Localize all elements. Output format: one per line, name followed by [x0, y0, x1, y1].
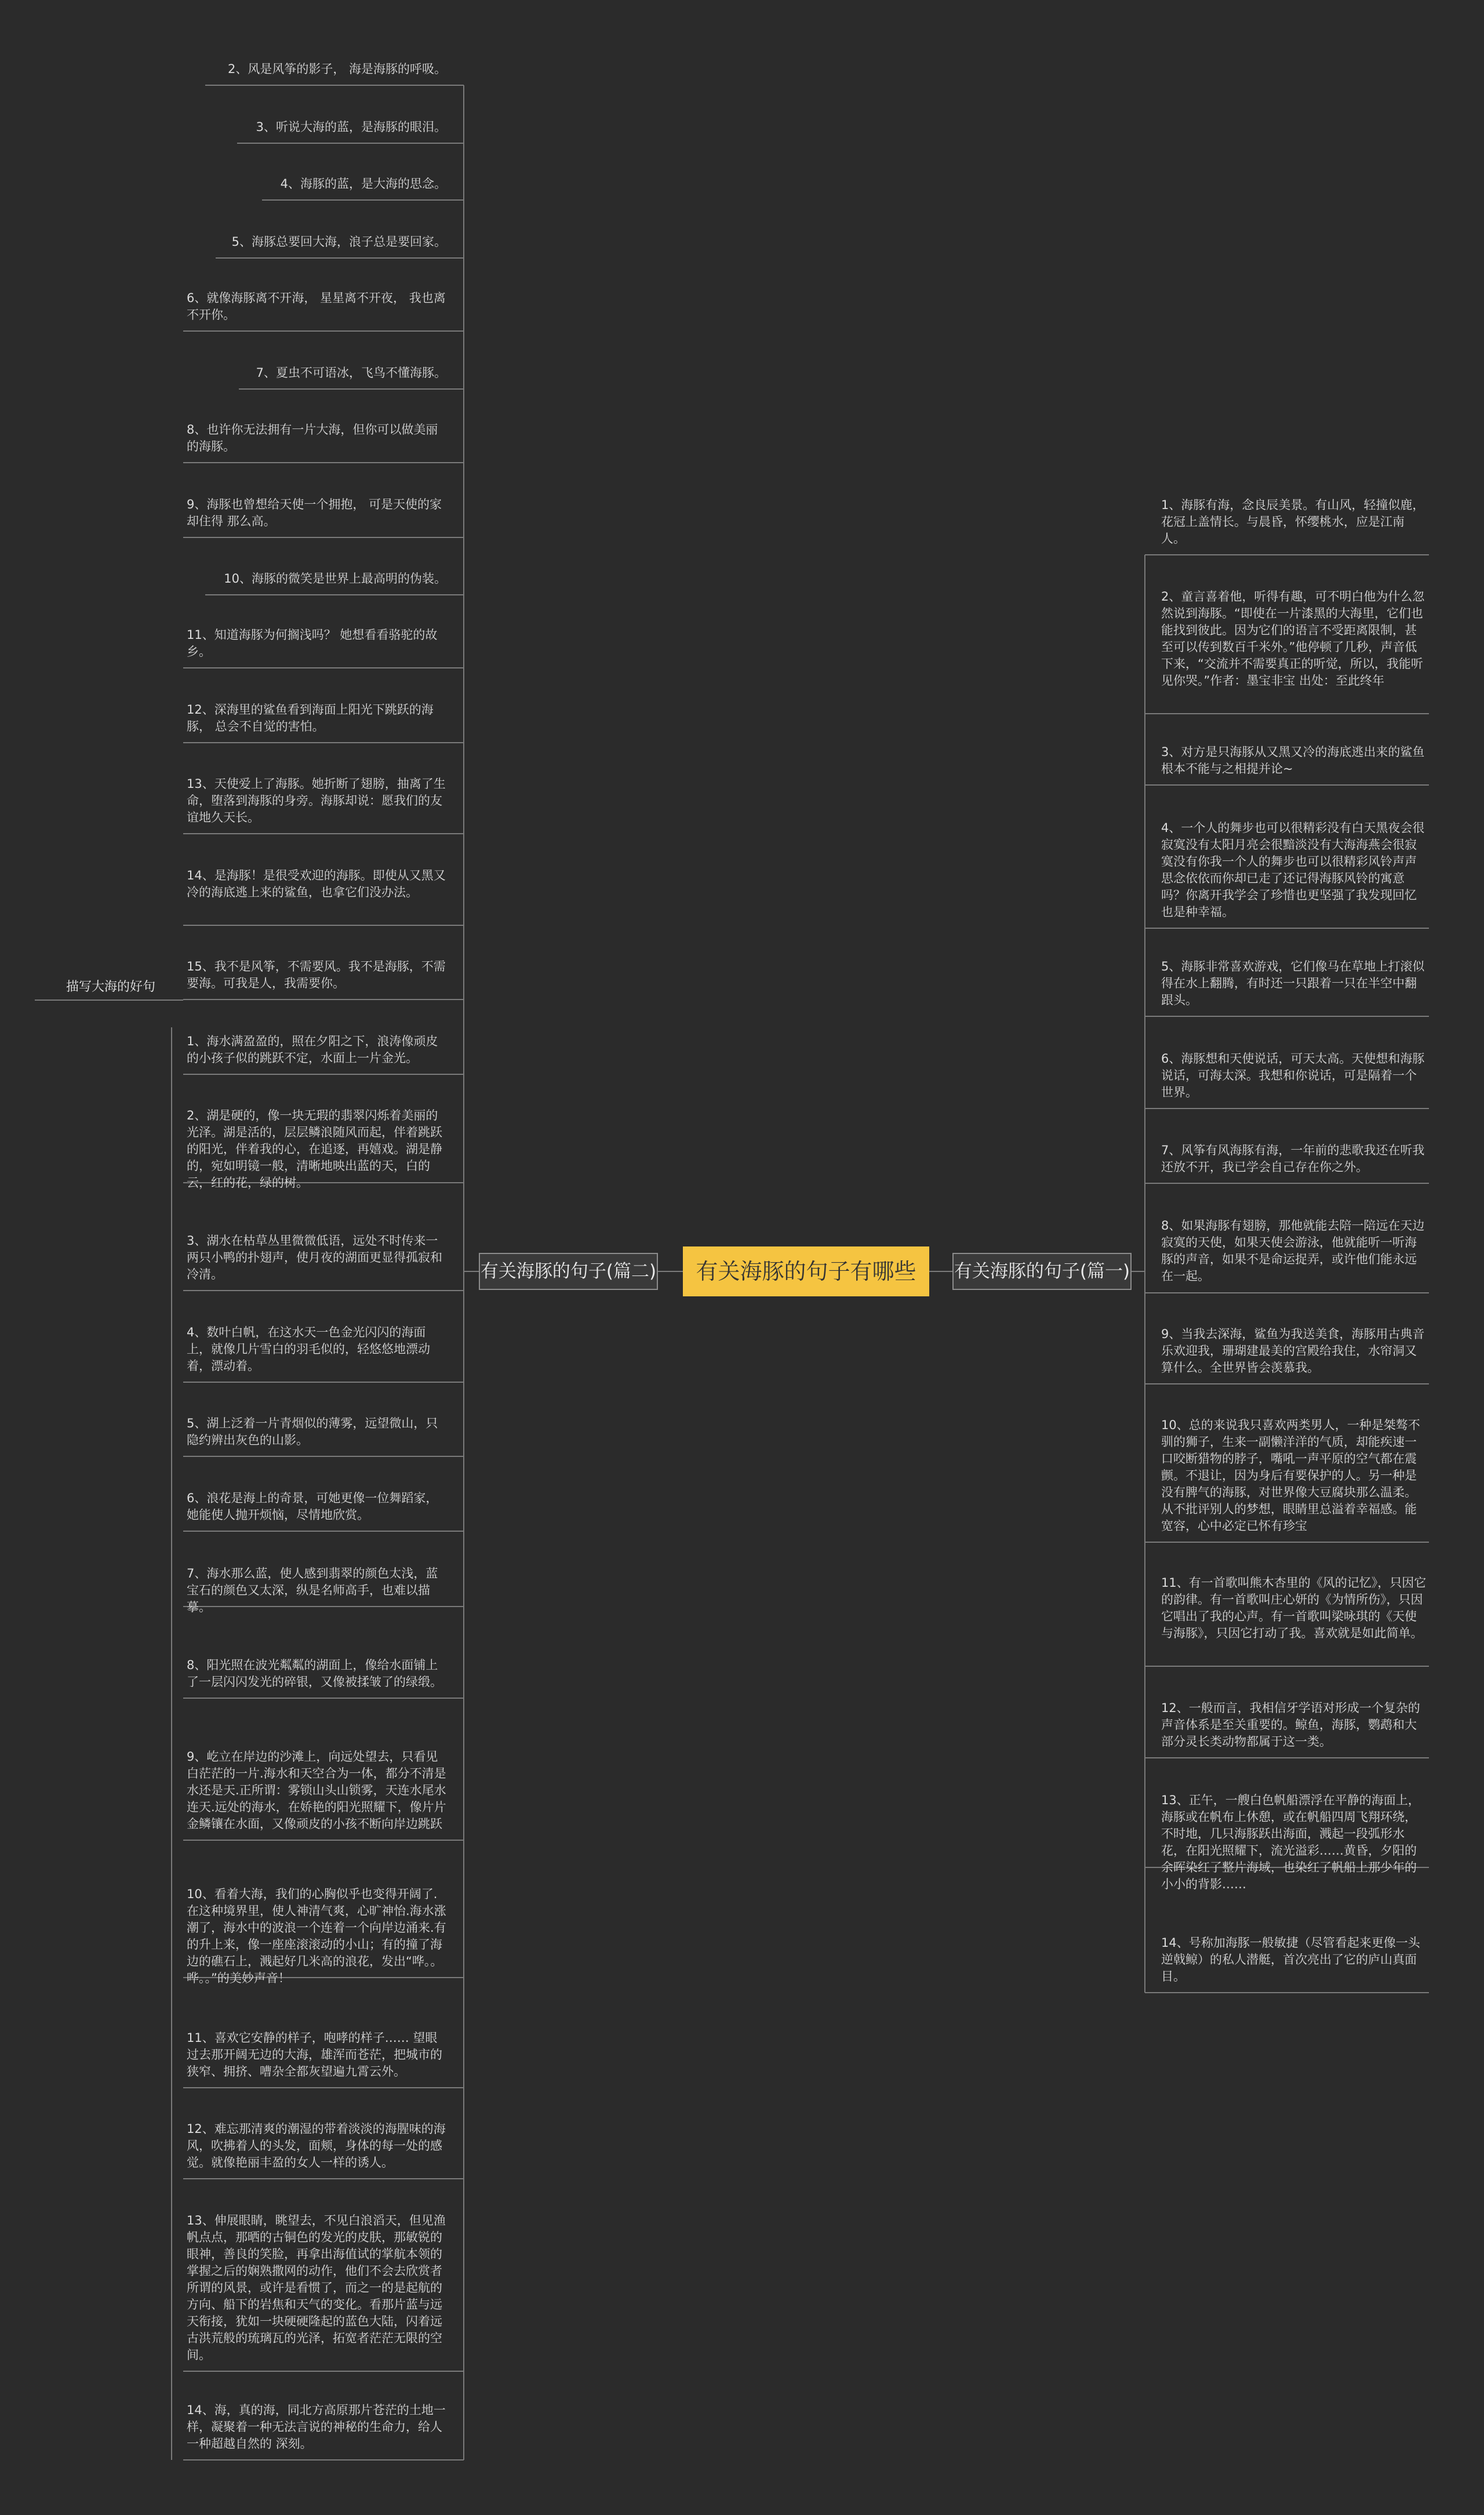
branch-node-right[interactable]: 有关海豚的句子(篇一): [952, 1253, 1132, 1290]
left-leaf-10: 11、知道海豚为何搁浅吗？ 她想看看骆驼的故乡。: [187, 628, 438, 659]
right-leaf-9: 9、当我去深海，鲨鱼为我送美食，海豚用古典音乐欢迎我，珊瑚建最美的宫殿给我住，水帘洞又算什么。全世界皆会羡慕我。: [1161, 1327, 1425, 1375]
sub-branch-describe-sea[interactable]: 描写大海的好句: [66, 980, 155, 994]
left-leaf-8: 9、海豚也曾想给天使一个拥抱， 可是天使的家却住得 那么高。: [187, 497, 442, 528]
sea-leaf-10: 10、看着大海，我们的心胸似乎也变得开阔了.在这种境界里，使人神清气爽，心旷神怡.海水涨潮了，海水中的波浪一个连着一个向岸边涌来.有的升上来，像一座座滚滚动的小山；有的撞了海边的礁石上，溅起好几米高的浪花，发出“哗。。哗。。”的美妙声音！: [187, 1887, 446, 1985]
right-leaf-11: 11、有一首歌叫熊木杏里的《风的记忆》，只因它的韵律。有一首歌叫庄心妍的《为情所伤》，只因它唱出了我的心声。有一首歌叫梁咏琪的《天使与海豚》，只因它打动了我。喜欢就是如此简单。: [1161, 1576, 1427, 1640]
sea-leaf-13: 13、伸展眼睛，眺望去，不见白浪滔天，但见渔帆点点，那晒的古铜色的发光的皮肤，那敏锐的眼神，善良的笑脸，再拿出海值试的掌航本领的掌握之后的娴熟撒网的动作，他们不会去欣赏者所谓的风景，或许是看惯了，而之一的是起航的方向、船下的岩焦和天气的变化。看那片蓝与远天衔接，犹如一块硬硬隆起的蓝色大陆，闪着远古洪荒般的琉璃瓦的光泽，拓宽者茫茫无限的空间。: [187, 2214, 446, 2362]
left-leaf-7: 8、也许你无法拥有一片大海，但你可以做美丽的海豚。: [187, 423, 438, 453]
right-leaf-5: 5、海豚非常喜欢游戏，它们像马在草地上打滚似得在水上翻腾，有时还一只跟着一只在半空中翻跟头。: [1161, 960, 1425, 1007]
sea-leaf-11: 11、喜欢它安静的样子，咆哮的样子…… 望眼过去那开阔无边的大海，雄浑而苍茫，把城市的狭窄、拥挤、嘈杂全都灰望遍九霄云外。: [187, 2031, 442, 2078]
sea-leaf-7: 7、海水那么蓝，使人感到翡翠的颜色太浅，蓝宝石的颜色又太深，纵是名师高手，也难以描摹。: [187, 1567, 438, 1614]
right-leaf-2: 2、童言喜着他，听得有趣，可不明白他为什么忽然说到海豚。“即使在一片漆黑的大海里，它们也能找到彼此。因为它们的语言不受距离限制，甚至可以传到数百千米外。”他停顿了几秒，声音低下来，“交流并不需要真正的听觉，所以，我能听见你哭。”作者：墨宝非宝 出处：至此终年: [1161, 590, 1425, 688]
left-leaf-2: 3、听说大海的蓝，是海豚的眼泪。: [256, 120, 446, 134]
right-leaf-1: 1、海豚有海，念良辰美景。有山风，轻撞似鹿，花冠上盖情长。与晨昏，怀缨桃水，应是江南人。: [1161, 498, 1425, 546]
left-leaf-14: 15、我不是风筝，不需要风。我不是海豚，不需要海。可我是人，我需要你。: [187, 960, 446, 990]
left-leaf-6: 7、夏虫不可语冰，飞鸟不懂海豚。: [256, 366, 446, 380]
right-leaf-3: 3、对方是只海豚从又黑又冷的海底逃出来的鲨鱼根本不能与之相提并论~: [1161, 745, 1425, 776]
right-leaf-13: 13、正午，一艘白色帆船漂浮在平静的海面上，海豚或在帆布上休憩，或在帆船四周飞翔环绕，不时地，几只海豚跃出海面，溅起一段弧形水花，在阳光照耀下，流光溢彩……黄昏，夕阳的余晖染红了整片海域，也染红了帆船上那少年的小小的背影……: [1161, 1793, 1420, 1891]
root-node[interactable]: 有关海豚的句子有哪些: [683, 1246, 929, 1296]
right-leaf-12: 12、一般而言，我相信牙学语对形成一个复杂的声音体系是至关重要的。鲸鱼，海豚，鹦鹉和大部分灵长类动物都属于这一类。: [1161, 1701, 1420, 1749]
left-leaf-9: 10、海豚的微笑是世界上最高明的伪装。: [224, 572, 446, 586]
sea-leaf-2: 2、湖是硬的，像一块无瑕的翡翠闪烁着美丽的光泽。湖是活的，层层鳞浪随风而起，伴着跳跃的阳光，伴着我的心，在追逐，再嬉戏。湖是静的，宛如明镜一般，清晰地映出蓝的天，白的云，红的花，绿的树。: [187, 1109, 442, 1190]
left-leaf-11: 12、深海里的鲨鱼看到海面上阳光下跳跃的海豚， 总会不自觉的害怕。: [187, 703, 434, 733]
right-leaf-4: 4、一个人的舞步也可以很精彩没有白天黑夜会很寂寞没有太阳月亮会很黯淡没有大海海燕会很寂寞没有你我一个人的舞步也可以很精彩风铃声声思念依依而你却已走了还记得海豚风铃的寓意吗？你离开我学会了珍惜也更坚强了我发现回忆也是种幸福。: [1161, 821, 1425, 919]
sea-leaf-8: 8、阳光照在波光粼粼的湖面上，像给水面铺上了一层闪闪发光的碎银，又像被揉皱了的绿缎。: [187, 1658, 442, 1689]
sea-leaf-14: 14、海，真的海，同北方高原那片苍茫的土地一样，凝聚着一种无法言说的神秘的生命力，给人一种超越自然的 深刻。: [187, 2403, 446, 2451]
right-leaf-8: 8、如果海豚有翅膀，那他就能去陪一陪远在天边寂寞的天使，如果天使会游泳，他就能听一听海豚的声音，如果不是命运捉弄，或许他们能永远在一起。: [1161, 1219, 1425, 1283]
sea-leaf-5: 5、湖上泛着一片青烟似的薄雾，远望微山，只隐约辨出灰色的山影。: [187, 1416, 438, 1447]
left-leaf-12: 13、天使爱上了海豚。她折断了翅膀，抽离了生命，堕落到海豚的身旁。海豚却说：愿我们的友谊地久天长。: [187, 777, 446, 824]
left-leaf-3: 4、海豚的蓝，是大海的思念。: [280, 177, 446, 191]
branch-node-left[interactable]: 有关海豚的句子(篇二): [479, 1253, 658, 1290]
left-leaf-1: 2、风是风筝的影子， 海是海豚的呼吸。: [227, 62, 446, 76]
sea-leaf-3: 3、湖水在枯草丛里微微低语，远处不时传来一两只小鸭的扑翅声，使月夜的湖面更显得孤寂和冷清。: [187, 1234, 442, 1281]
sea-leaf-6: 6、浪花是海上的奇景，可她更像一位舞蹈家，她能使人抛开烦恼，尽情地欣赏。: [187, 1491, 438, 1522]
left-leaf-5: 6、就像海豚离不开海， 星星离不开夜， 我也离不开你。: [187, 291, 446, 322]
sea-leaf-12: 12、难忘那清爽的潮湿的带着淡淡的海腥味的海风，吹拂着人的头发，面颊，身体的每一处的感觉。就像艳丽丰盈的女人一样的诱人。: [187, 2122, 446, 2169]
right-leaf-10: 10、总的来说我只喜欢两类男人，一种是桀骜不驯的狮子，生来一副懒洋洋的气质，却能疾速一口咬断猎物的脖子，嘴吼一声平原的空气都在震颤。不退让，因为身后有要保护的人。另一种是没有脾气的海豚，对世界像大豆腐块那么温柔。从不批评别人的梦想，眼睛里总溢着幸福感。能宽容，心中必定已怀有珍宝: [1161, 1418, 1420, 1533]
right-leaf-7: 7、风筝有风海豚有海，一年前的悲歌我还在听我还放不开，我已学会自己存在你之外。: [1161, 1143, 1425, 1174]
left-leaf-13: 14、是海豚！是很受欢迎的海豚。即使从又黑又冷的海底逃上来的鲨鱼，也拿它们没办法。: [187, 868, 446, 899]
right-leaf-6: 6、海豚想和天使说话，可天太高。天使想和海豚说话，可海太深。我想和你说话，可是隔着一个世界。: [1161, 1052, 1425, 1099]
right-leaf-14: 14、号称加海豚一般敏捷（尽管看起来更像一头逆戟鲸）的私人潜艇，首次亮出了它的庐山真面目。: [1161, 1936, 1420, 1983]
sea-leaf-9: 9、屹立在岸边的沙滩上，向远处望去，只看见白茫茫的一片.海水和天空合为一体，都分不清是水还是天.正所谓：雾锁山头山锁雾，天连水尾水连天.远处的海水，在娇艳的阳光照耀下，像片片金鳞镶在水面，又像顽皮的小孩不断向岸边跳跃: [187, 1750, 446, 1831]
sea-leaf-1: 1、海水满盈盈的，照在夕阳之下，浪涛像顽皮的小孩子似的跳跃不定，水面上一片金光。: [187, 1034, 438, 1065]
sea-leaf-4: 4、数叶白帆，在这水天一色金光闪闪的海面上，就像几片雪白的羽毛似的，轻悠悠地漂动着，漂动着。: [187, 1325, 430, 1373]
left-leaf-4: 5、海豚总要回大海，浪子总是要回家。: [231, 235, 446, 249]
